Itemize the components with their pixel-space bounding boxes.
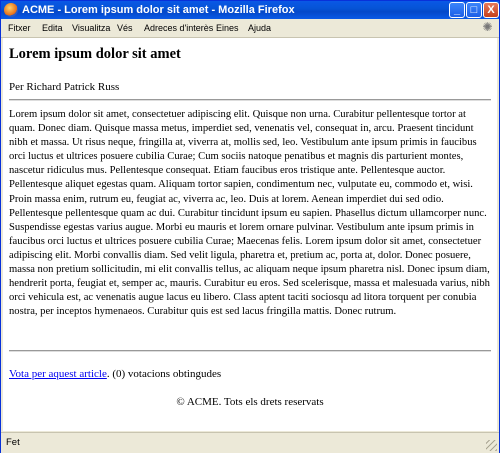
menu-item-file[interactable]: Fitxer bbox=[8, 23, 31, 33]
menu-item-go[interactable]: Vés bbox=[117, 23, 133, 33]
article-byline: Per Richard Patrick Russ bbox=[9, 81, 120, 93]
title-bar[interactable] bbox=[1, 1, 499, 19]
vote-line bbox=[9, 368, 221, 380]
article-body: Lorem ipsum dolor sit amet, consectetuer adipiscing elit. Quisque non urna. Curabitur pellentesque tortor at quam. Donec diam. Quisque massa metus, imperdiet sed, venenatis vel, consequat in, arcu. Praesent tincidunt nibh et massa. Ut risus neque, fringilla at, viverra at, mollis sed, leo. Vestibulum ante ipsum primis in faucibus orci luctus et ultrices posuere cubilia Curae; Cum sociis natoque penatibus et magnis dis parturient montes, nascetur ridiculus mus. Pellentesque consequat. Etiam faucibus eros tristique ante. Pellentesque auctor. Pellentesque aliquet egestas quam. Aliquam tortor sapien, condimentum nec, vulputate eu, commodo et, wisi. Proin massa enim, rutrum eu, feugiat ac, viverra ac, leo. Duis at lorem. Aenean imperdiet dui sed odio. Pellentesque pellentesque quam ac dui. Curabitur tincidunt ipsum eu sapien. Phasellus dictum ullamcorper nunc. Suspendisse egestas varius augue. Morbi eu mauris et lorem ornare pulvinar. Vestibulum ante ipsum primis in faucibus orci luctus et ultrices posuere cubilia Curae; Maecenas felis. Lorem ipsum dolor sit amet, consectetuer adipiscing elit. Morbi convallis diam. Sed velit ligula, pharetra et, pretium ac, porta at, dolor. Donec posuere, massa non pretium sollicitudin, mi elit convallis tellus, ac aliquam neque ipsum pharetra nisl. Donec ipsum diam, hendrerit porta, feugiat et, semper ac, mauris. Curabitur eu eros. Sed scelerisque, massa et malesuada varius, nibh orci vehicula est, ac venenatis augue lacus eu libero. Class aptent taciti sociosqu ad litora torquent per conubia nostra, per inceptos hymenaeos. Curabitur quis est sed lacus fringilla mattis. Donec rutrum. bbox=[9, 109, 490, 318]
divider-top bbox=[9, 99, 491, 101]
menu-item-bookmarks[interactable]: Adreces d'interès bbox=[144, 23, 214, 33]
menu-bar bbox=[1, 19, 499, 38]
throbber-icon: ✺ bbox=[482, 20, 493, 34]
divider-bottom bbox=[9, 350, 491, 352]
resize-grip-icon[interactable] bbox=[486, 440, 497, 451]
status-text: Fet bbox=[6, 437, 20, 448]
maximize-button[interactable]: □ bbox=[466, 2, 482, 18]
menu-item-edit[interactable]: Edita bbox=[42, 23, 63, 33]
vote-link[interactable]: Vota per aquest article bbox=[9, 368, 107, 380]
page-footer: © ACME. Tots els drets reservats bbox=[176, 396, 324, 408]
minimize-button[interactable]: _ bbox=[449, 2, 465, 18]
vote-count: . (0) votacions obtingudes bbox=[106, 368, 222, 380]
window-title: ACME - Lorem ipsum dolor sit amet - Mozilla Firefox bbox=[22, 4, 295, 16]
status-bar bbox=[1, 432, 499, 453]
firefox-icon bbox=[4, 3, 18, 17]
page-content[interactable] bbox=[3, 38, 497, 431]
article-heading: Lorem ipsum dolor sit amet bbox=[9, 46, 181, 62]
menu-item-view[interactable]: Visualitza bbox=[72, 23, 111, 33]
content-edge bbox=[497, 38, 499, 431]
close-button[interactable]: X bbox=[483, 2, 499, 18]
menu-item-tools[interactable]: Eines bbox=[216, 23, 239, 33]
menu-item-help[interactable]: Ajuda bbox=[248, 23, 272, 33]
